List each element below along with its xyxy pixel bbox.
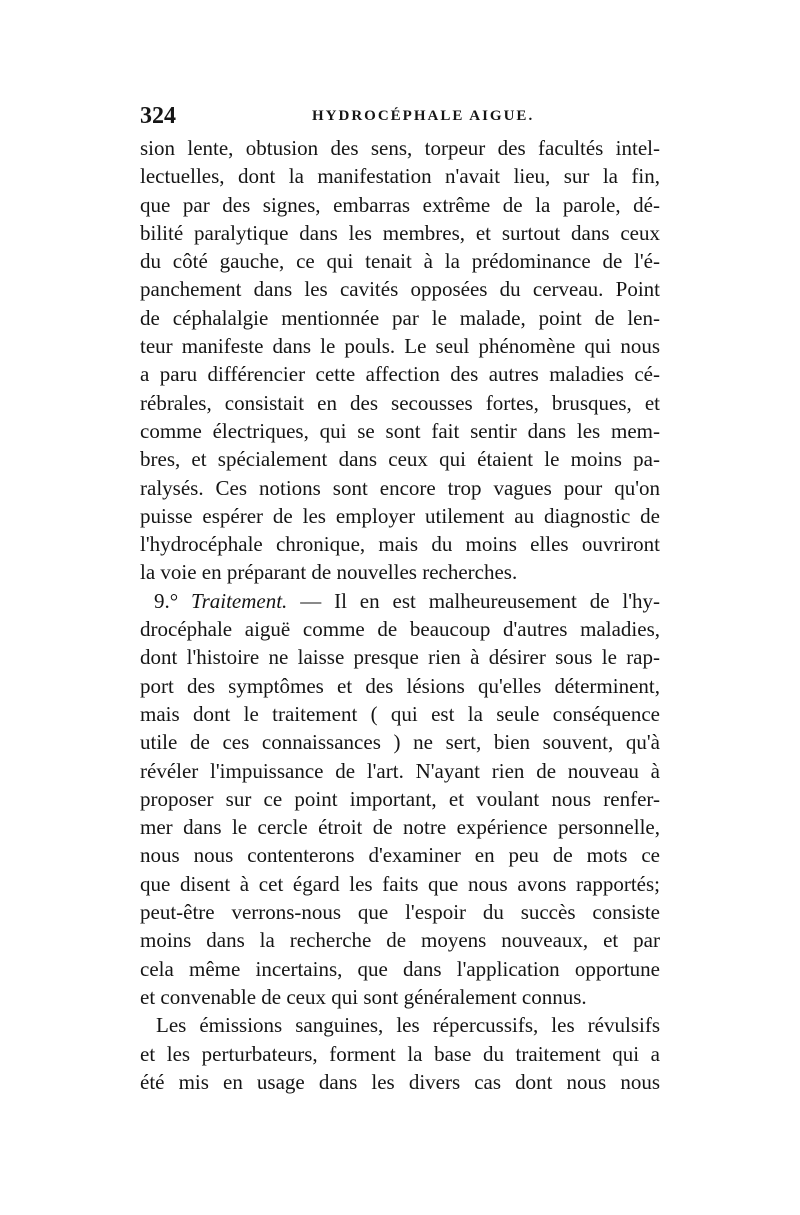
text-line: proposer sur ce point important, et voulant nous renfer- — [140, 786, 660, 811]
text-line: bilité paralytique dans les membres, et surtout dans ceux — [140, 220, 660, 245]
section-number: 9.° — [154, 588, 179, 613]
text-line: peut-être verrons-nous que l'espoir du succès consiste — [140, 900, 660, 925]
text-line: rébrales, consistait en des secousses fortes, brusques, et — [140, 390, 660, 415]
text-line: été mis en usage dans les divers cas dont nous nous — [140, 1069, 660, 1094]
text-line: Les émissions sanguines, les répercussifs, les révulsifs — [156, 1013, 660, 1038]
page-body-text — [140, 134, 660, 1096]
text-line: utile de ces connaissances ) ne sert, bien souvent, qu'à — [140, 730, 660, 755]
text-line: l'hydrocéphale chronique, mais du moins elles ouvriront — [140, 532, 660, 557]
text-line: que disent à cet égard les faits que nous avons rapportés; — [140, 871, 660, 896]
text-line: bres, et spécialement dans ceux qui étaient le moins pa- — [140, 447, 660, 472]
text-line: dont l'histoire ne laisse presque rien à désirer sous le rap- — [140, 645, 660, 670]
text-line: la voie en préparant de nouvelles recherches. — [140, 560, 518, 585]
running-title: HYDROCÉPHALE AIGUE. — [312, 108, 535, 124]
text-line: port des symptômes et des lésions qu'elles déterminent, — [140, 673, 660, 698]
text-line: — Il en est malheureusement de l'hy- — [287, 588, 661, 613]
text-line: et les perturbateurs, forment la base du traitement qui a — [140, 1041, 660, 1066]
text-line: de céphalalgie mentionnée par le malade, point de len- — [140, 305, 660, 330]
text-line: panchement dans les cavités opposées du cerveau. Point — [140, 277, 660, 302]
section-title: Traitement. — [191, 588, 288, 613]
text-line: lectuelles, dont la manifestation n'avait lieu, sur la fin, — [140, 164, 660, 189]
text-line: révéler l'impuissance de l'art. N'ayant rien de nouveau à — [140, 758, 660, 783]
text-line: nous nous contenterons d'examiner en peu de mots ce — [140, 843, 660, 868]
text-line: que par des signes, embarras extrême de la parole, dé- — [140, 192, 660, 217]
text-line: teur manifeste dans le pouls. Le seul phénomène qui nous — [140, 334, 660, 359]
text-line: mais dont le traitement ( qui est la seule conséquence — [140, 701, 660, 726]
text-line: sion lente, obtusion des sens, torpeur des facultés intel- — [140, 136, 660, 160]
text-line: puisse espérer de les employer utilement au diagnostic de — [140, 503, 660, 528]
text-line: ralysés. Ces notions sont encore trop vagues pour qu'on — [140, 475, 660, 500]
text-line: a paru différencier cette affection des autres maladies cé- — [140, 362, 660, 387]
text-line: cela même incertains, que dans l'application opportune — [140, 956, 660, 981]
section-heading-line — [140, 587, 660, 615]
text-line: mer dans le cercle étroit de notre expérience personnelle, — [140, 815, 660, 840]
text-line: drocéphale aiguë comme de beaucoup d'autres maladies, — [140, 617, 660, 642]
text-line: comme électriques, qui se sont fait sentir dans les mem- — [140, 418, 660, 443]
text-line: et convenable de ceux qui sont généralement connus. — [140, 984, 587, 1009]
text-line: du côté gauche, ce qui tenait à la prédominance de l'é- — [140, 249, 660, 274]
page-number: 324 — [140, 103, 176, 129]
text-line: moins dans la recherche de moyens nouveaux, et par — [140, 928, 660, 953]
